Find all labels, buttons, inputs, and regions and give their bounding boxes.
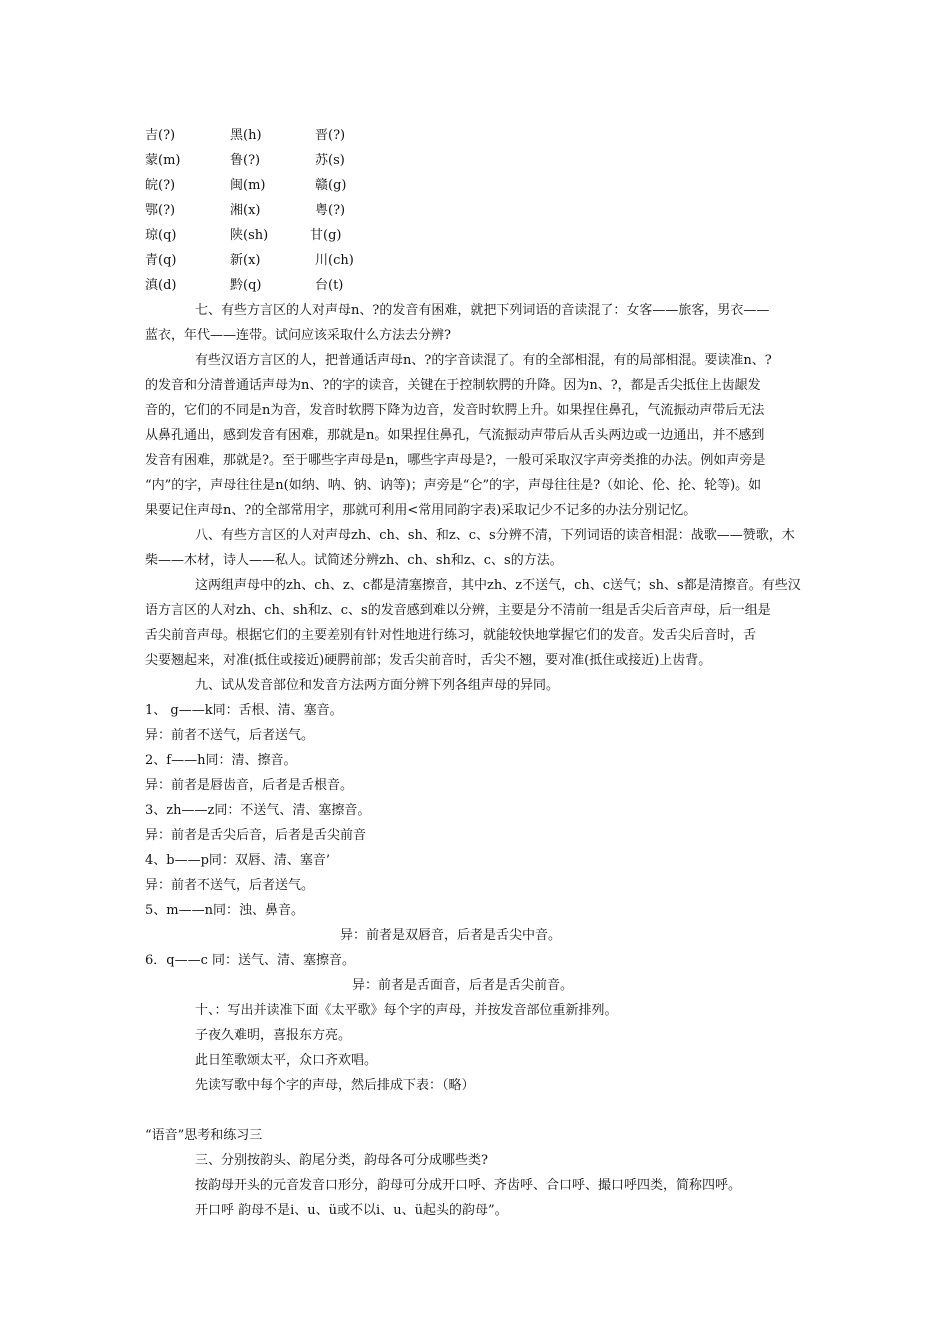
question-9: 九、试从发音部位和发音方法两方面分辨下列各组声母的异同。 (195, 678, 560, 693)
table-row (0, 174, 950, 198)
table-cell: 苏(s) (315, 153, 345, 168)
pair-2-diff: 异：前者是唇齿音，后者是舌根音。 (145, 778, 354, 793)
table-cell: 皖(?) (145, 178, 176, 193)
answer-7-line: 音的，它们的不同是n为音，发音时软腭下降为边音，发音时软腭上升。如果捏住鼻孔，气流振动声带后无法 (145, 403, 765, 418)
poem-line: 子夜久难明，喜报东方亮。 (195, 1028, 352, 1043)
section-title: “语音”思考和练习三 (145, 1128, 263, 1143)
table-cell: 晋(?) (315, 128, 346, 143)
pair-1-same: 1、 g——k同：舌根、清、塞音。 (145, 703, 343, 718)
question-7-line: 七、有些方言区的人对声母n、?的发音有困难，就把下列词语的音读混了：女客——旅客，男衣—— (195, 303, 770, 318)
table-cell: 吉(?) (145, 128, 176, 143)
question-10-note: 先读写歌中每个字的声母，然后排成下表：（略） (195, 1078, 475, 1093)
pair-3-diff: 异：前者是舌尖后音，后者是舌尖前音 (145, 828, 367, 843)
pair-1-diff: 异：前者不送气，后者送气。 (145, 728, 315, 743)
answer-7-line: 从鼻孔通出，感到发音有困难，那就是n。如果捏住鼻孔，气流振动声带后从舌头两边或一边通出，并不感到 (145, 428, 765, 443)
table-cell: 新(x) (230, 253, 261, 268)
table-cell: 黔(q) (230, 278, 262, 293)
pair-5-same: 5、m——n同：浊、鼻音。 (145, 903, 304, 918)
table-cell: 鲁(?) (230, 153, 261, 168)
table-row (0, 149, 950, 173)
pair-6-same: 6．q——c 同：送气、清、塞擦音。 (145, 953, 356, 968)
pair-3-same: 3、zh——z同：不送气、清、塞擦音。 (145, 803, 371, 818)
table-row (0, 199, 950, 223)
table-cell: 台(t) (315, 278, 344, 293)
answer-7-line: 的发音和分清普通话声母为n、?的字的读音，关键在于控制软腭的升降。因为n、?，都是舌尖抵住上齿龈发 (145, 378, 761, 393)
answer-3-line: 按韵母开头的元音发音口形分，韵母可分成开口呼、齐齿呼、合口呼、撮口呼四类，简称四呼。 (195, 1178, 742, 1193)
answer-8-line: 尖要翘起来，对准(抵住或接近)硬腭前部；发舌尖前音时，舌尖不翘，要对准(抵住或接近)上齿背。 (145, 653, 712, 668)
pair-2-same: 2、f——h同：清、擦音。 (145, 753, 297, 768)
table-cell: 陕(sh) (230, 228, 269, 243)
question-3: 三、分别按韵头、韵尾分类，韵母各可分成哪些类? (195, 1153, 488, 1168)
table-cell: 粤(?) (315, 203, 346, 218)
table-cell: 鄂(?) (145, 203, 176, 218)
table-cell: 甘(g) (310, 228, 342, 243)
answer-7-line: 果要记住声母n、?的全部常用字，那就可利用<常用同韵字表)采取记少不记多的办法分别记忆。 (145, 503, 697, 518)
table-row (0, 274, 950, 298)
pair-4-same: 4、b——p同：双唇、清、塞音’ (145, 853, 331, 868)
poem-line: 此日笙歌颂太平，众口齐欢唱。 (195, 1053, 378, 1068)
pair-5-diff: 异：前者是双唇音，后者是舌尖中音。 (340, 928, 562, 943)
table-cell: 赣(g) (315, 178, 347, 193)
table-cell: 琼(q) (145, 228, 177, 243)
answer-8-line: 舌尖前音声母。根据它们的主要差别有针对性地进行练习，就能较快地掌握它们的发音。发舌尖后音时，舌 (145, 628, 757, 643)
table-cell: 川(ch) (315, 253, 354, 268)
answer-7-line: 发音有困难，那就是?。至于哪些字声母是n，哪些字声母是?，一般可采取汉字声旁类推的办法。例如声旁是 (145, 453, 766, 468)
pair-6-diff: 异：前者是舌面音，后者是舌尖前音。 (352, 978, 574, 993)
table-cell: 青(q) (145, 253, 177, 268)
question-10: 十、：写出并读准下面《太平歌》每个字的声母，并按发音部位重新排列。 (195, 1003, 618, 1018)
table-cell: 闽(m) (230, 178, 266, 193)
answer-3-line: 开口呼 韵母不是i、u、ü或不以i、u、ü起头的韵母”。 (195, 1203, 508, 1218)
table-row (0, 124, 950, 148)
table-cell: 黑(h) (230, 128, 262, 143)
question-7-line: 蓝衣，年代——连带。试问应该采取什么方法去分辨? (145, 328, 451, 343)
table-cell: 滇(d) (145, 278, 177, 293)
table-row (0, 224, 950, 248)
table-cell: 湘(x) (230, 203, 261, 218)
question-8-line: 八、有些方言区的人对声母zh、ch、sh、和z、c、s分辨不清，下列词语的读音相混：战歌——赞歌，木 (195, 528, 795, 543)
pair-4-diff: 异：前者不送气，后者送气。 (145, 878, 315, 893)
answer-8-line: 这两组声母中的zh、ch、z、c都是清塞擦音，其中zh、z不送气，ch、c送气；sh、s都是清擦音。有些汉 (195, 578, 801, 593)
table-cell: 蒙(m) (145, 153, 181, 168)
question-8-line: 柴——木材，诗人——私人。试简述分辨zh、ch、sh和z、c、s的方法。 (145, 553, 563, 568)
answer-7-line: 有些汉语方言区的人，把普通话声母n、?的字音读混了。有的全部相混，有的局部相混。要读准n、? (195, 353, 772, 368)
answer-7-line: “内”的字，声母往往是n(如纳、呐、钠、讷等)；声旁是“仑”的字，声母往往是?（如论、伦、抡、轮等)。如 (145, 478, 762, 493)
table-row (0, 249, 950, 273)
answer-8-line: 语方言区的人对zh、ch、sh和z、c、s的发音感到难以分辨，主要是分不清前一组是舌尖后音声母，后一组是 (145, 603, 771, 618)
